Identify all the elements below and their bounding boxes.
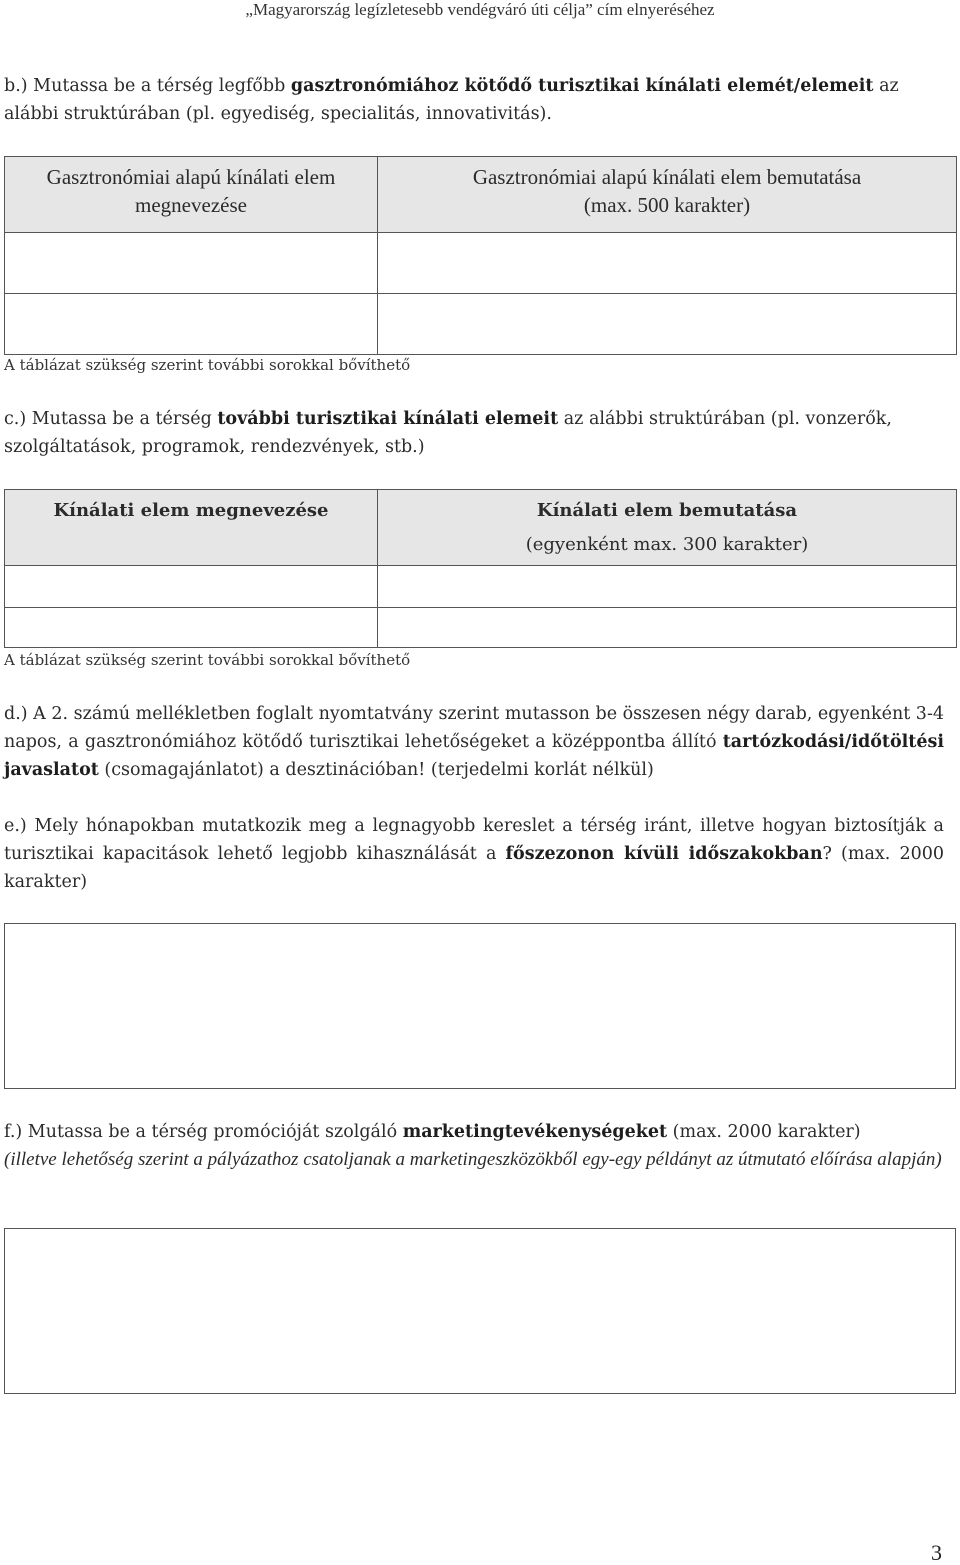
section-e-bold: főszezonon kívüli időszakokban [505,844,823,864]
gastro-table-col2-header: Gasztronómiai alapú kínálati elem bemutatása (max. 500 karakter) [378,157,957,233]
section-c-intro: c.) Mutassa be a térség [4,409,218,429]
section-f-text [4,1118,944,1174]
gastro-table-row1-desc[interactable] [378,233,957,294]
page-number: 3 [931,1540,942,1565]
section-b-bold: gasztronómiához kötődő turisztikai kínálati elemét/elemeit [290,76,874,96]
offer-table-row2-desc[interactable] [378,608,957,648]
section-c-bold: további turisztikai kínálati elemeit [217,409,559,429]
section-c-rest: az alábbi struktúrában (pl. vonzerők, szolgáltatások, programok, rendezvények, stb.) [4,409,892,457]
offer-table-row1-desc[interactable] [378,566,957,608]
section-d-intro: d.) A 2. számú mellékletben foglalt nyomtatvány szerint mutasson be összesen négy darab, egyenként 3-4 napos, a gasztronómiához kötődő turisztikai lehetőségeket a középpontba állító [4,704,944,752]
section-e-intro: e.) Mely hónapokban mutatkozik meg a legnagyobb kereslet a térség iránt, illetve hogyan biztosítják a turisztikai kapacitások lehető legjobb kihasználását a [4,816,944,864]
section-e-text [4,812,944,896]
gastro-table-row1-name[interactable] [5,233,378,294]
offer-table-col2-header: Kínálati elem bemutatása (egyenként max. 300 karakter) [378,490,957,566]
gastro-table-note: A táblázat szükség szerint további sorokkal bővíthető [4,356,411,374]
offer-table [4,489,957,648]
section-b-rest: az alábbi struktúrában (pl. egyediség, specialitás, innovativitás). [4,76,899,124]
section-f-answer-box[interactable] [4,1228,956,1394]
gastro-offer-table [4,156,957,355]
offer-table-row2-name[interactable] [5,608,378,648]
page-header: „Magyarország legízletesebb vendégváró úti célja” cím elnyeréséhez [245,0,715,19]
offer-table-note: A táblázat szükség szerint további sorokkal bővíthető [4,651,411,669]
section-f-italic-note: (illetve lehetőség szerint a pályázathoz csatoljanak a marketingeszközökből egy-egy példányt az útmutató előírása alapján) [4,1149,942,1170]
section-c-text [4,405,944,461]
gastro-table-col1-header: Gasztronómiai alapú kínálati elem megnevezése [5,157,378,233]
section-d-text [4,700,944,784]
offer-table-col1-header: Kínálati elem megnevezése [5,490,378,566]
section-e-answer-box[interactable] [4,923,956,1089]
offer-table-row1-name[interactable] [5,566,378,608]
section-d-bold: tartózkodási/időtöltési javaslatot [4,732,944,780]
section-f-intro: f.) Mutassa be a térség promócióját szolgáló [4,1122,403,1142]
section-e-rest: ? (max. 2000 karakter) [4,844,944,892]
section-d-rest: (csomagajánlatot) a desztinációban! (terjedelmi korlát nélkül) [98,760,654,780]
section-f-rest: (max. 2000 karakter) [667,1122,861,1142]
gastro-table-row2-desc[interactable] [378,294,957,355]
section-b-intro: b.) Mutassa be a térség legfőbb [4,76,291,96]
gastro-table-row2-name[interactable] [5,294,378,355]
section-f-bold: marketingtevékenységeket [402,1122,668,1142]
section-b-text [4,72,944,128]
